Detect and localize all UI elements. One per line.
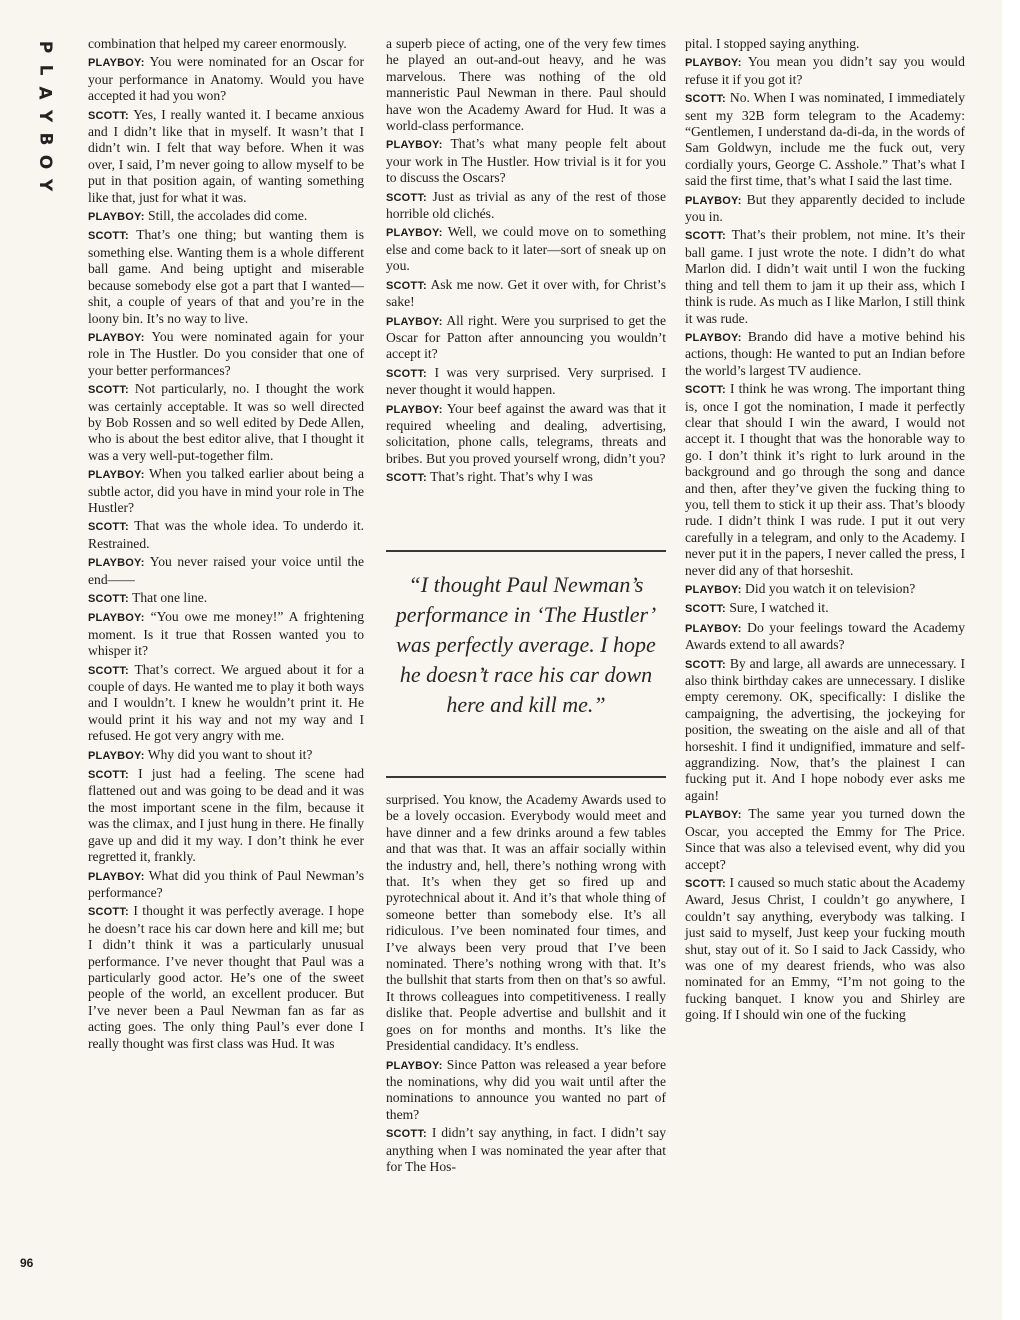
interview-paragraph [386, 469, 666, 486]
speaker-label: SCOTT: [685, 230, 726, 243]
interview-paragraph [88, 766, 364, 865]
speaker-label: SCOTT: [386, 472, 427, 485]
interview-paragraph [88, 54, 364, 104]
interview-paragraph [386, 189, 666, 223]
pull-quote-top-rule [386, 550, 666, 552]
sidebar-letter: P [35, 40, 55, 54]
interview-paragraph [685, 227, 965, 326]
paragraph-text: The same year you turned down the Oscar, you accepted the Emmy for The Price. Since that was also a televised event, why did you accept? [685, 806, 966, 872]
interview-paragraph [88, 903, 364, 1052]
speaker-label: PLAYBOY: [386, 139, 443, 152]
speaker-label: SCOTT: [88, 906, 129, 919]
paragraph-text: Did you watch it on television? [745, 581, 916, 596]
interview-paragraph [386, 1125, 666, 1175]
speaker-label: SCOTT: [386, 367, 427, 380]
paragraph-text: You were nominated again for your role in The Hustler. Do you consider that one of your better performances? [88, 328, 364, 378]
interview-paragraph [88, 518, 364, 552]
interview-paragraph [386, 1057, 666, 1124]
paragraph-text: Do your feelings toward the Academy Awards extend to all awards? [685, 619, 965, 653]
speaker-label: SCOTT: [88, 230, 129, 243]
sidebar-letter: A [34, 86, 55, 100]
paragraph-text: Not particularly, no. I thought the work was certainly acceptable. It was so well directed by Bob Rossen and so well edited by Dede Allen, who is about the best editor alive, that I thought it was a very well-put-together film. [88, 381, 364, 463]
page-number: 96 [20, 1256, 34, 1270]
interview-paragraph [88, 381, 364, 464]
sidebar-letter: B [35, 132, 55, 146]
speaker-label: PLAYBOY: [88, 612, 145, 625]
speaker-label: SCOTT: [685, 384, 726, 397]
paragraph-text: I think he was wrong. The important thing is, once I got the nomination, I made it perfectly clear that should I win the award, I would not accept it. I thought that was the honorable way to go. I don’t think it’s right to lurk around in the background and go through the song and dance and then, after they’ve given the fucking thing to you, tell them to stick it up their ass. That’s bloody rude. I didn’t think I was rude. I put it out very carefully in a telegram, and only to the Academy. I never put it in the papers, I never called the press, I never did any of that horseshit. [685, 381, 965, 578]
speaker-label: PLAYBOY: [685, 57, 742, 70]
paragraph-text: Still, the accolades did come. [148, 208, 308, 224]
paragraph-text: That’s one thing; but wanting them is something else. Wanting them is a whole different ball game. And being uptight and miserable because somebody else got a part that I wanted—shit, a couple of years of that and you’re in the loony bin. It’s no way to live. [88, 227, 364, 326]
paragraph-text: That was the whole idea. To underdo it. Restrained. [88, 518, 364, 551]
paragraph-text: I was very surprised. Very surprised. I never thought it would happen. [386, 364, 666, 398]
paragraph-text: Your beef against the award was that it required wheeling and dealing, advertising, solicitation, phone calls, telegrams, threats and bribes. But you proved yourself wrong, didn’t you? [386, 400, 666, 466]
interview-paragraph [386, 224, 666, 274]
paragraph-text: You were nominated for an Oscar for your performance in Anatomy. Would you have accepted it had you won? [88, 54, 364, 104]
paragraph-text: That one line. [132, 590, 208, 605]
speaker-label: PLAYBOY: [685, 584, 742, 596]
paragraph-text: But they apparently decided to include you in. [685, 191, 965, 225]
speaker-label: SCOTT: [88, 384, 129, 397]
interview-paragraph [685, 875, 965, 1024]
paragraph-text: pital. I stopped saying anything. [685, 36, 860, 51]
paragraph-text: Sure, I watched it. [729, 600, 829, 616]
speaker-label: PLAYBOY: [685, 194, 742, 207]
text-column-1 [88, 36, 364, 1054]
speaker-label: SCOTT: [88, 521, 129, 534]
speaker-label: PLAYBOY: [88, 557, 145, 570]
paragraph-text: You mean you didn’t say you would refuse it if you got it? [685, 54, 965, 87]
speaker-label: PLAYBOY: [386, 315, 443, 328]
paragraph-text: Brando did have a motive behind his actions, though: He wanted to put an Indian before the world’s largest TV audience. [685, 328, 966, 378]
interview-paragraph [88, 107, 364, 206]
paragraph-text: You never raised your voice until the end—— [88, 554, 364, 587]
text-column-3 [685, 36, 965, 1026]
paragraph-text: Well, we could move on to something else and come back to it later—sort of sneak up on you. [386, 224, 666, 274]
interview-paragraph [685, 600, 965, 617]
paragraph-text: That’s what many people felt about your work in The Hustler. How trivial is it for you to discuss the Oscars? [386, 136, 666, 186]
speaker-label: PLAYBOY: [88, 469, 145, 482]
interview-paragraph [88, 329, 364, 379]
paragraph-text: surprised. You know, the Academy Awards used to be a lovely occasion. Everybody would meet and have dinner and a few drinks around a few tables and that was that. It was an affair socially within the industry and, hell, there’s nothing wrong with that. It’s when they get so fired up and pyrotechnical about it. And it’s that whole thing of someone better than somebody else. It’s all ridiculous. I’ve been nominated four times, and I’ve always been very proud that I’ve been nominated. There’s nothing wrong with that. It’s the bullshit that starts from then on that’s so awful. It throws colleagues into competitiveness. I really dislike that. People advertise and bullshit and it goes on for months and months. It’s like the Presidential candidacy. It’s endless. [386, 792, 666, 1054]
sidebar-letter: O [34, 154, 55, 170]
speaker-label: SCOTT: [88, 664, 129, 677]
text-column-2-bottom [386, 792, 666, 1177]
paragraph-text: I thought it was perfectly average. I hope he doesn’t race his car down here and kill me; but I didn’t think it was a particularly unusual performance. I’ve never thought that Paul was a particularly good actor. He’s one of the sweet people of the world, an excellent producer. But I’ve never been a Paul Newman fan as far as acting goes. The only thing Paul’s ever done I really thought was first class was Hud. It was [88, 903, 364, 1051]
speaker-label: PLAYBOY: [685, 331, 742, 344]
paragraph-text: Just as trivial as any of the rest of those horrible old clichés. [386, 188, 666, 222]
speaker-label: SCOTT: [386, 1128, 427, 1141]
sidebar-letter: Y [35, 109, 55, 123]
paragraph-text: combination that helped my career enormously. [88, 36, 347, 51]
interview-paragraph [88, 747, 364, 764]
interview-paragraph [88, 609, 364, 659]
speaker-label: PLAYBOY: [88, 57, 145, 70]
interview-paragraph [386, 313, 666, 363]
speaker-label: SCOTT: [685, 658, 726, 671]
speaker-label: PLAYBOY: [88, 331, 145, 344]
paragraph-text: Ask me now. Get it over with, for Christ’s sake! [386, 276, 666, 310]
speaker-label: PLAYBOY: [88, 870, 145, 883]
paragraph-text: What did you think of Paul Newman’s performance? [88, 867, 364, 900]
interview-paragraph [685, 656, 965, 805]
interview-paragraph [386, 792, 666, 1055]
pull-quote: “I thought Paul Newman’s performance in ‘The Hustler’ was perfectly average. I hope he doesn’t race his car down here and kill me.” [395, 572, 657, 717]
interview-paragraph [386, 365, 666, 399]
interview-paragraph [685, 329, 965, 379]
interview-paragraph [88, 227, 364, 326]
paragraph-text: All right. Were you surprised to get the Oscar for Patton after announcing you wouldn’t accept it? [386, 312, 666, 362]
interview-paragraph [685, 581, 965, 598]
paragraph-text: No. When I was nominated, I immediately sent my 32B form telegram to the Academy: “Gentlemen, I understand da-di-da, in the words of Sam Goldwyn, include me the fuck out, very cordially yours, George C. Asshole.” That’s what I said the first time, that’s what I said the last time. [685, 90, 965, 189]
interview-paragraph [685, 54, 965, 88]
speaker-label: SCOTT: [386, 191, 427, 204]
paragraph-text: a superb piece of acting, one of the very few times he played an out-and-out heavy, and he was marvelous. There was nothing of the old manneristic Paul Newman in there. Paul should have won the Academy Award for Hud. It was a world-class performance. [386, 36, 666, 134]
paragraph-text: “You owe me money!” A frightening moment. Is it true that Rossen wanted you to whisper it? [88, 609, 364, 659]
speaker-label: PLAYBOY: [386, 403, 443, 416]
paragraph-text: When you talked earlier about being a subtle actor, did you have in mind your role in The Hustler? [88, 466, 364, 515]
interview-paragraph [386, 401, 666, 468]
sidebar-letter: L [35, 64, 55, 76]
interview-paragraph [685, 36, 965, 52]
interview-paragraph [685, 806, 965, 873]
speaker-label: PLAYBOY: [88, 749, 145, 762]
interview-paragraph [685, 192, 965, 226]
interview-paragraph [685, 90, 965, 189]
interview-paragraph [685, 381, 965, 579]
paragraph-text: That’s correct. We argued about it for a couple of days. He wanted me to play it both ways and I wouldn’t. I knew he wouldn’t print it. He would print it his way and not my way and I refused. He got very angry with me. [88, 661, 364, 744]
speaker-label: PLAYBOY: [685, 622, 742, 635]
paragraph-text: Why did you want to shout it? [147, 746, 313, 762]
interview-paragraph [88, 208, 364, 225]
interview-paragraph [88, 554, 364, 588]
speaker-label: SCOTT: [88, 593, 129, 605]
speaker-label: SCOTT: [88, 769, 129, 782]
paragraph-text: That’s right. That’s why I was [430, 469, 593, 485]
interview-paragraph [386, 277, 666, 311]
speaker-label: SCOTT: [88, 109, 129, 122]
speaker-label: SCOTT: [386, 279, 427, 292]
speaker-label: PLAYBOY: [685, 809, 742, 822]
speaker-label: SCOTT: [685, 877, 726, 890]
speaker-label: SCOTT: [685, 603, 726, 616]
magazine-sidebar-title [30, 36, 56, 197]
interview-paragraph [685, 620, 965, 654]
interview-paragraph [88, 466, 364, 516]
interview-paragraph [88, 590, 364, 607]
speaker-label: PLAYBOY: [386, 227, 443, 240]
sidebar-letter: Y [35, 178, 55, 192]
paragraph-text: Yes, I really wanted it. I became anxious and I didn’t like that in myself. It wasn’t that I didn’t win. I felt that way before. When it was over, I said, I’m never going to allow myself to be put in that position again, of wanting something like that, just for what it was. [88, 106, 364, 205]
paragraph-text: I just had a feeling. The scene had flattened out and was going to be dead and it was the most important scene in the film, because it was the climax, and I just hung in there. He finally gave up and did it my way. I don’t think he ever regretted it, frankly. [88, 766, 364, 865]
paragraph-text: Since Patton was released a year before the nominations, why did you wait until after the nominations to announce you wanted no part of them? [386, 1056, 666, 1122]
interview-paragraph [386, 136, 666, 186]
speaker-label: PLAYBOY: [386, 1059, 443, 1072]
interview-paragraph [88, 868, 364, 902]
paragraph-text: I caused so much static about the Academy Award, Jesus Christ, I couldn’t go anywhere, I couldn’t say anything, everybody was talking. I just said to myself, Just keep your fucking mouth shut, stay out of it. So I said to Jack Cassidy, who was one of my dearest friends, who was also nominated for an Emmy, “I’m not going to the fucking banquet. I know you and Shirley are going. If I should win one of the fucking [685, 874, 965, 1023]
paragraph-text: I didn’t say anything, in fact. I didn’t say anything when I was nominated the year after that for The Hos- [386, 1125, 666, 1174]
interview-paragraph [88, 36, 364, 52]
paragraph-text: By and large, all awards are unnecessary. I also think birthday cakes are unnecessary. I dislike empty ceremony. OK, specifically: I dislike the campaigning, the advertising, the jockeying for position, the sweating on the aisle and all of that horseshit. I find it undignified, immature and self-aggrandizing. Now, that’s the plainest I can fucking put it. And I hope nobody ever asks me again! [685, 655, 965, 803]
page-edge [1002, 0, 1020, 1320]
pull-quote-bottom-rule [386, 776, 666, 778]
paragraph-text: That’s their problem, not mine. It’s their ball game. I just wrote the note. I didn’t do what Marlon did. I didn’t wait until I won the fucking thing and tell them to jam it up their ass, which I think is rude. As much as I like Marlon, I still think it was rude. [685, 227, 965, 326]
interview-paragraph [386, 36, 666, 134]
interview-paragraph [88, 662, 364, 745]
text-column-2-top [386, 36, 666, 489]
speaker-label: PLAYBOY: [88, 211, 145, 224]
speaker-label: SCOTT: [685, 93, 726, 106]
